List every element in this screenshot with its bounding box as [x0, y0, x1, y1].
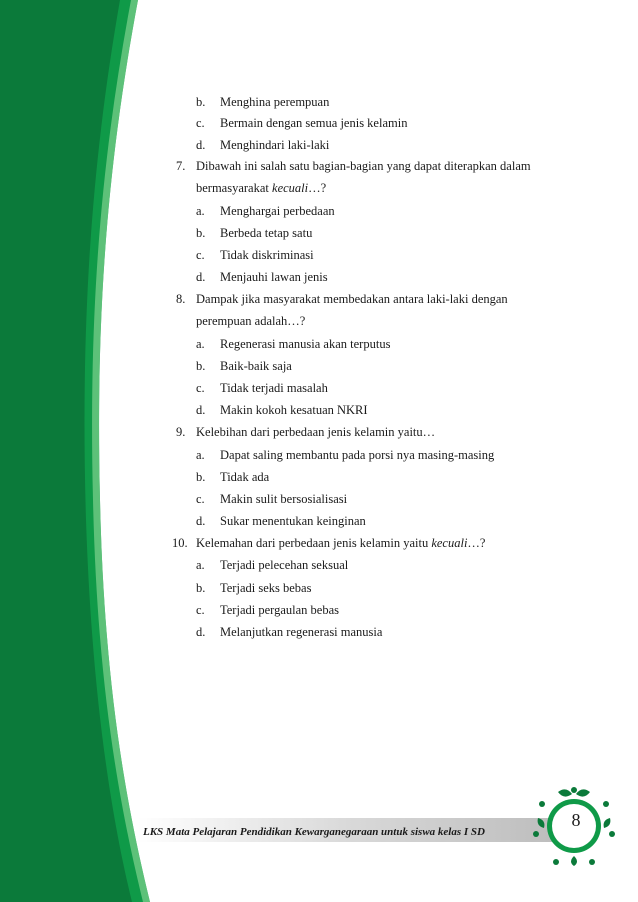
question-number: 8.	[176, 292, 186, 306]
option-text: Terjadi seks bebas	[220, 581, 312, 595]
option-text: Sukar menentukan keinginan	[220, 514, 366, 528]
option-label: d.	[196, 625, 206, 639]
option-text: Menghina perempuan	[220, 95, 330, 109]
question-text: Kelemahan dari perbedaan jenis kelamin yaitu kecuali…?	[196, 536, 486, 550]
question-text-cont: bermasyarakat kecuali…?	[196, 181, 327, 195]
option-text: Berbeda tetap satu	[220, 226, 313, 240]
page-number: 8	[571, 810, 581, 830]
option-label: c.	[196, 116, 205, 130]
option-text: Terjadi pergaulan bebas	[220, 603, 339, 617]
option-text: Tidak diskriminasi	[220, 248, 314, 262]
option-label: c.	[196, 603, 205, 617]
option-label: b.	[196, 581, 206, 595]
option-text: Baik-baik saja	[220, 359, 292, 373]
question-text-cont: perempuan adalah…?	[196, 314, 306, 328]
option-label: b.	[196, 95, 206, 109]
question-number: 9.	[176, 425, 186, 439]
option-label: c.	[196, 492, 205, 506]
option-text: Regenerasi manusia akan terputus	[220, 337, 391, 351]
option-label: b.	[196, 359, 206, 373]
question-number: 10.	[172, 536, 188, 550]
question-text: Dibawah ini salah satu bagian-bagian yang dapat diterapkan dalam	[196, 159, 531, 173]
question-text: Kelebihan dari perbedaan jenis kelamin yaitu…	[196, 425, 436, 439]
option-text: Menjauhi lawan jenis	[220, 270, 328, 284]
question-text: Dampak jika masyarakat membedakan antara laki-laki dengan	[196, 292, 508, 306]
option-label: a.	[196, 204, 205, 218]
option-label: d.	[196, 514, 206, 528]
option-text: Dapat saling membantu pada porsi nya masing-masing	[220, 448, 495, 462]
option-text: Makin sulit bersosialisasi	[220, 492, 348, 506]
option-text: Melanjutkan regenerasi manusia	[220, 625, 383, 639]
option-label: d.	[196, 138, 206, 152]
option-label: a.	[196, 558, 205, 572]
question-number: 7.	[176, 159, 186, 173]
option-label: a.	[196, 448, 205, 462]
option-text: Bermain dengan semua jenis kelamin	[220, 116, 408, 130]
option-text: Menghindari laki-laki	[220, 138, 330, 152]
option-text: Tidak ada	[220, 470, 270, 484]
option-label: d.	[196, 403, 206, 417]
option-text: Makin kokoh kesatuan NKRI	[220, 403, 368, 417]
option-label: b.	[196, 226, 206, 240]
option-label: c.	[196, 248, 205, 262]
option-label: d.	[196, 270, 206, 284]
option-text: Tidak terjadi masalah	[220, 381, 328, 395]
option-label: c.	[196, 381, 205, 395]
option-text: Terjadi pelecehan seksual	[220, 558, 349, 572]
option-text: Menghargai perbedaan	[220, 204, 335, 218]
option-label: b.	[196, 470, 206, 484]
option-label: a.	[196, 337, 205, 351]
footer-text: LKS Mata Pelajaran Pendidikan Kewarganegaraan untuk siswa kelas I SD	[143, 826, 485, 838]
